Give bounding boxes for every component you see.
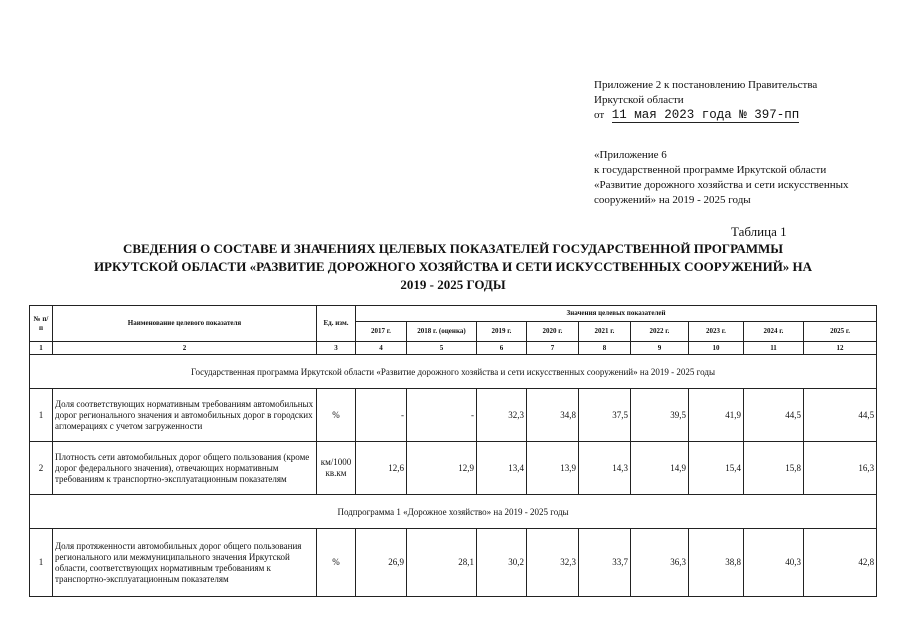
header-year: 2025 г.	[804, 322, 877, 342]
indicator-unit: %	[317, 389, 356, 442]
header-num: № п/п	[30, 306, 53, 342]
header-year: 2022 г.	[631, 322, 689, 342]
title-line-2: ИРКУТСКОЙ ОБЛАСТИ «РАЗВИТИЕ ДОРОЖНОГО ХОЗЯЙСТВА И СЕТИ ИСКУССТВЕННЫХ СООРУЖЕНИЙ» НА	[93, 259, 813, 274]
header-year: 2024 г.	[744, 322, 804, 342]
column-number: 4	[356, 342, 407, 355]
appendix6-line-3: «Развитие дорожного хозяйства и сети искусственных	[594, 179, 849, 191]
column-number: 1	[30, 342, 53, 355]
indicator-name: Доля соответствующих нормативным требованиям автомобильных дорог регионального значения и автомобильных дорог в городских агломерациях с учетом загруженности	[53, 389, 317, 442]
header-year: 2021 г.	[579, 322, 631, 342]
indicator-unit: %	[317, 529, 356, 597]
column-numbers-row	[30, 342, 877, 355]
indicator-value: 33,7	[579, 529, 631, 597]
indicator-value: 40,3	[744, 529, 804, 597]
indicator-name: Доля протяженности автомобильных дорог общего пользования регионального или межмуниципального значения Иркутской области, соответствующих нормативным требованиям к транспортно-эксплуатационным показателям	[53, 529, 317, 597]
order-date-number: 11 мая 2023 года № 397-пп	[611, 108, 800, 122]
header-year: 2023 г.	[689, 322, 744, 342]
appendix6-header	[594, 148, 848, 208]
header-values-group: Значения целевых показателей	[356, 306, 877, 322]
title-line-1: СВЕДЕНИЯ О СОСТАВЕ И ЗНАЧЕНИЯХ ЦЕЛЕВЫХ ПОКАЗАТЕЛЕЙ ГОСУДАРСТВЕННОЙ ПРОГРАММЫ	[122, 241, 784, 256]
column-number: 11	[744, 342, 804, 355]
indicator-value: 26,9	[356, 529, 407, 597]
header-year: 2017 г.	[356, 322, 407, 342]
header-year: 2019 г.	[477, 322, 527, 342]
row-number: 1	[30, 389, 53, 442]
indicator-value: -	[407, 389, 477, 442]
row-number: 2	[30, 442, 53, 495]
indicator-value: 15,4	[689, 442, 744, 495]
table-row	[30, 389, 877, 442]
appendix-header	[594, 78, 817, 123]
indicator-value: 13,4	[477, 442, 527, 495]
section-state-program	[30, 355, 877, 389]
indicator-unit: км/1000 кв.км	[317, 442, 356, 495]
indicator-value: 42,8	[804, 529, 877, 597]
document-title	[28, 240, 878, 294]
column-number: 3	[317, 342, 356, 355]
indicator-value: 32,3	[477, 389, 527, 442]
header-year: 2020 г.	[527, 322, 579, 342]
column-number: 10	[689, 342, 744, 355]
indicator-value: 14,9	[631, 442, 689, 495]
header-name: Наименование целевого показателя	[53, 306, 317, 342]
indicator-value: 14,3	[579, 442, 631, 495]
table-number: Таблица 1	[731, 224, 787, 239]
section-subprogram-1	[30, 495, 877, 529]
indicator-value: 32,3	[527, 529, 579, 597]
indicator-value: 28,1	[407, 529, 477, 597]
indicator-value: 30,2	[477, 529, 527, 597]
column-number: 6	[477, 342, 527, 355]
section-subprogram-1-title: Подпрограмма 1 «Дорожное хозяйство» на 2019 - 2025 годы	[30, 495, 877, 529]
indicator-value: 16,3	[804, 442, 877, 495]
column-number: 7	[527, 342, 579, 355]
indicator-value: 13,9	[527, 442, 579, 495]
indicator-value: 44,5	[744, 389, 804, 442]
indicator-value: 37,5	[579, 389, 631, 442]
header-year: 2018 г. (оценка)	[407, 322, 477, 342]
table-row	[30, 529, 877, 597]
title-line-3: 2019 - 2025 ГОДЫ	[400, 277, 506, 292]
indicator-value: 39,5	[631, 389, 689, 442]
indicators-table	[29, 305, 877, 597]
header-unit: Ед. изм.	[317, 306, 356, 342]
column-number: 9	[631, 342, 689, 355]
indicator-name: Плотность сети автомобильных дорог общего пользования (кроме дорог федерального значения), отвечающих нормативным требованиям к транспортно-эксплуатационным показателям	[53, 442, 317, 495]
indicator-value: 15,8	[744, 442, 804, 495]
column-number: 12	[804, 342, 877, 355]
indicator-value: 34,8	[527, 389, 579, 442]
section-state-program-title: Государственная программа Иркутской области «Развитие дорожного хозяйства и сети искусственных сооружений» на 2019 - 2025 годы	[30, 355, 877, 389]
indicator-value: 12,6	[356, 442, 407, 495]
appendix-order-line	[594, 108, 817, 123]
column-number: 2	[53, 342, 317, 355]
table-row	[30, 442, 877, 495]
order-prefix: от	[594, 109, 605, 121]
indicator-value: 12,9	[407, 442, 477, 495]
appendix-line-2: Иркутской области	[594, 94, 684, 106]
appendix6-line-2: к государственной программе Иркутской области	[594, 164, 827, 176]
appendix-line-1: Приложение 2 к постановлению Правительства	[594, 79, 818, 91]
appendix6-line-1: «Приложение 6	[594, 149, 667, 161]
row-number: 1	[30, 529, 53, 597]
appendix6-line-4: сооружений» на 2019 - 2025 годы	[594, 194, 751, 206]
indicator-value: 44,5	[804, 389, 877, 442]
indicator-value: 36,3	[631, 529, 689, 597]
column-number: 5	[407, 342, 477, 355]
indicator-value: 41,9	[689, 389, 744, 442]
column-number: 8	[579, 342, 631, 355]
indicator-value: -	[356, 389, 407, 442]
indicator-value: 38,8	[689, 529, 744, 597]
